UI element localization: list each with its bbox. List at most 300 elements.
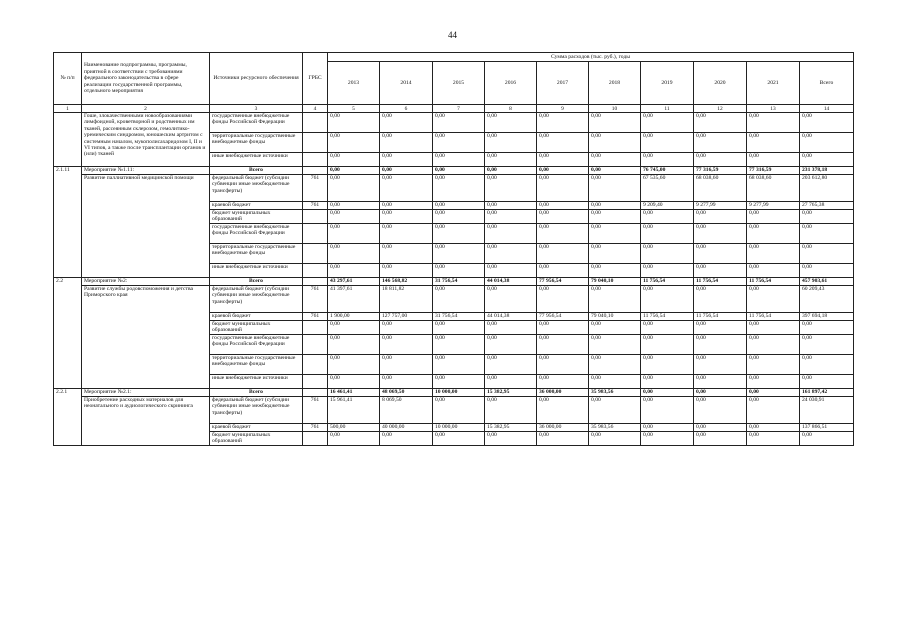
value-cell: 0,00 [589, 113, 641, 133]
table-body [54, 113, 854, 446]
item-number: 2.2 [54, 278, 82, 389]
table-header [54, 53, 854, 113]
header-sum: Сумма расходов (тыс. руб.), годы [328, 53, 854, 62]
grbs-cell [303, 321, 328, 335]
grbs-cell: 761 [303, 175, 328, 202]
total-value: 79 040,10 [589, 278, 641, 286]
value-cell: 10 000,00 [433, 424, 485, 432]
grbs-cell [303, 389, 328, 397]
value-cell: 79 040,10 [589, 313, 641, 321]
value-cell: 0,00 [694, 286, 747, 313]
header-col-number: 6 [380, 105, 433, 113]
value-cell: 11 756,54 [641, 313, 694, 321]
header-col-number: 12 [694, 105, 747, 113]
item-number: 2.1.11 [54, 167, 82, 278]
value-cell: 0,00 [641, 432, 694, 446]
grbs-cell [303, 432, 328, 446]
item-title: Мероприятие №2.1: [82, 389, 210, 397]
header-year: 2018 [589, 62, 641, 105]
source-cell: государственные внебюджетные фонды Российской Федерации [210, 335, 303, 355]
total-value: 77 316,59 [747, 167, 800, 175]
header-year: 2019 [641, 62, 694, 105]
source-cell: государственные внебюджетные фонды Российской Федерации [210, 113, 303, 133]
total-value: 10 000,00 [433, 389, 485, 397]
source-cell: территориальные государственные внебюджетные фонды [210, 355, 303, 375]
value-cell: 0,00 [433, 375, 485, 389]
value-cell: 0,00 [328, 375, 380, 389]
value-cell: 0,00 [485, 175, 537, 202]
value-cell: 0,00 [485, 202, 537, 210]
value-cell: 68 038,60 [694, 175, 747, 202]
value-cell: 0,00 [800, 264, 854, 278]
source-cell: бюджет муниципальных образований [210, 210, 303, 224]
header-grbs: ГРБС [303, 53, 328, 105]
value-cell: 0,00 [589, 175, 641, 202]
value-cell: 0,00 [589, 202, 641, 210]
value-cell: 0,00 [641, 335, 694, 355]
value-cell: 0,00 [694, 133, 747, 153]
total-label: Всего [210, 389, 303, 397]
value-cell: 0,00 [747, 335, 800, 355]
value-cell: 0,00 [589, 133, 641, 153]
value-cell: 0,00 [328, 432, 380, 446]
header-col-number: 11 [641, 105, 694, 113]
value-cell: 0,00 [589, 244, 641, 264]
value-cell: 0,00 [641, 224, 694, 244]
grbs-cell [303, 210, 328, 224]
value-cell: 0,00 [800, 432, 854, 446]
value-cell: 0,00 [694, 264, 747, 278]
total-value: 0,00 [328, 167, 380, 175]
header-year: 2017 [537, 62, 589, 105]
value-cell: 0,00 [328, 175, 380, 202]
value-cell: 0,00 [433, 133, 485, 153]
value-cell: 36 000,00 [537, 424, 589, 432]
value-cell: 0,00 [485, 375, 537, 389]
value-cell: 0,00 [380, 244, 433, 264]
value-cell: 0,00 [537, 210, 589, 224]
item-title: Мероприятие №1.11: [82, 167, 210, 175]
value-cell: 0,00 [328, 202, 380, 210]
header-year: 2021 [747, 62, 800, 105]
source-cell: иные внебюджетные источники [210, 375, 303, 389]
value-cell: 0,00 [537, 335, 589, 355]
value-cell: 0,00 [328, 133, 380, 153]
total-value: 77 956,54 [537, 278, 589, 286]
value-cell: 0,00 [537, 244, 589, 264]
source-cell: территориальные государственные внебюджетные фонды [210, 133, 303, 153]
value-cell: 127 757,00 [380, 313, 433, 321]
value-cell: 0,00 [694, 375, 747, 389]
grbs-cell [303, 224, 328, 244]
value-cell: 0,00 [641, 210, 694, 224]
value-cell: 0,00 [537, 375, 589, 389]
value-cell: 0,00 [328, 210, 380, 224]
value-cell: 0,00 [328, 264, 380, 278]
value-cell: 0,00 [589, 321, 641, 335]
value-cell: 0,00 [694, 355, 747, 375]
value-cell: 0,00 [328, 244, 380, 264]
value-cell: 0,00 [641, 113, 694, 133]
item-name: Гоше, злокачественными новообразованиями лимфоидной, кроветворной и родственных им тканей, рассеянным склерозом, гемолитико-уремическим синдромом, юношеским артритом с системным началом, мукополисахаридозом I, II и VI типов, а также после трансплантации органов и (или) тканей [82, 113, 210, 167]
total-value: 43 297,61 [328, 278, 380, 286]
total-value: 146 568,82 [380, 278, 433, 286]
grbs-cell [303, 375, 328, 389]
value-cell: 0,00 [380, 432, 433, 446]
value-cell: 0,00 [641, 424, 694, 432]
budget-table [53, 52, 854, 446]
value-cell: 0,00 [433, 355, 485, 375]
source-cell: иные внебюджетные источники [210, 264, 303, 278]
value-cell: 8 069,50 [380, 397, 433, 424]
value-cell: 0,00 [380, 335, 433, 355]
value-cell: 0,00 [694, 321, 747, 335]
value-cell: 0,00 [641, 375, 694, 389]
total-value: 0,00 [433, 167, 485, 175]
grbs-cell [303, 264, 328, 278]
value-cell: 0,00 [485, 264, 537, 278]
total-value: 0,00 [589, 167, 641, 175]
value-cell: 0,00 [433, 321, 485, 335]
table-row [54, 175, 854, 202]
value-cell: 0,00 [433, 286, 485, 313]
total-row [54, 389, 854, 397]
value-cell: 0,00 [694, 335, 747, 355]
value-cell: 15 382,95 [485, 424, 537, 432]
source-cell: краевой бюджет [210, 424, 303, 432]
value-cell: 0,00 [800, 113, 854, 133]
value-cell: 15 961,41 [328, 397, 380, 424]
header-col-number: 4 [303, 105, 328, 113]
source-cell: федеральный бюджет (субсидии субвенции иные межбюджетные трансферты) [210, 175, 303, 202]
value-cell: 0,00 [380, 264, 433, 278]
value-cell: 0,00 [537, 153, 589, 167]
source-cell: федеральный бюджет (субсидии субвенции иные межбюджетные трансферты) [210, 286, 303, 313]
value-cell: 0,00 [537, 321, 589, 335]
value-cell: 68 038,60 [747, 175, 800, 202]
total-value: 11 756,54 [747, 278, 800, 286]
header-col-number: 3 [210, 105, 303, 113]
value-cell: 0,00 [433, 264, 485, 278]
value-cell: 0,00 [747, 424, 800, 432]
value-cell: 0,00 [380, 375, 433, 389]
grbs-cell [303, 153, 328, 167]
value-cell: 0,00 [485, 153, 537, 167]
value-cell: 0,00 [328, 355, 380, 375]
header-col-number: 8 [485, 105, 537, 113]
value-cell: 0,00 [641, 321, 694, 335]
value-cell: 0,00 [433, 335, 485, 355]
value-cell: 0,00 [328, 335, 380, 355]
total-value: 16 461,41 [328, 389, 380, 397]
value-cell: 0,00 [328, 224, 380, 244]
header-year: 2013 [328, 62, 380, 105]
grbs-cell [303, 133, 328, 153]
header-year: Всего [800, 62, 854, 105]
value-cell: 0,00 [747, 286, 800, 313]
value-cell: 0,00 [433, 210, 485, 224]
total-value: 0,00 [641, 389, 694, 397]
item-title: Мероприятие №2: [82, 278, 210, 286]
total-row [54, 167, 854, 175]
value-cell: 0,00 [485, 321, 537, 335]
value-cell: 0,00 [485, 397, 537, 424]
total-row [54, 278, 854, 286]
value-cell: 0,00 [589, 153, 641, 167]
item-name: Развитие службы родовспоможения и детства Приморского края [82, 286, 210, 389]
grbs-cell: 761 [303, 397, 328, 424]
value-cell: 0,00 [589, 355, 641, 375]
total-value: 11 756,54 [641, 278, 694, 286]
value-cell: 0,00 [485, 355, 537, 375]
value-cell: 0,00 [800, 321, 854, 335]
header-source: Источники ресурсного обеспечения [210, 53, 303, 105]
value-cell: 0,00 [537, 113, 589, 133]
total-value: 15 382,95 [485, 389, 537, 397]
header-col-number: 9 [537, 105, 589, 113]
grbs-cell [303, 335, 328, 355]
total-value: 0,00 [694, 389, 747, 397]
value-cell: 60 209,43 [800, 286, 854, 313]
value-cell: 0,00 [485, 133, 537, 153]
value-cell: 0,00 [485, 244, 537, 264]
header-name: Наименование подпрограммы, программы, приятной в соответствии с требованиями федерального законодательства в сфере реализации государственной программы, отдельного мероприятия [82, 53, 210, 105]
value-cell: 0,00 [747, 133, 800, 153]
total-value: 0,00 [485, 167, 537, 175]
value-cell: 9 209,40 [641, 202, 694, 210]
value-cell: 0,00 [747, 153, 800, 167]
value-cell: 0,00 [380, 133, 433, 153]
header-col-number: 5 [328, 105, 380, 113]
total-value: 231 378,18 [800, 167, 854, 175]
value-cell: 0,00 [747, 113, 800, 133]
value-cell: 0,00 [485, 210, 537, 224]
value-cell: 0,00 [485, 432, 537, 446]
value-cell: 0,00 [380, 355, 433, 375]
total-value: 11 756,54 [694, 278, 747, 286]
value-cell: 24 030,91 [800, 397, 854, 424]
value-cell: 0,00 [800, 244, 854, 264]
value-cell: 0,00 [694, 244, 747, 264]
value-cell: 0,00 [380, 202, 433, 210]
value-cell: 0,00 [537, 286, 589, 313]
value-cell: 0,00 [537, 175, 589, 202]
source-cell: бюджет муниципальных образований [210, 321, 303, 335]
header-year: 2016 [485, 62, 537, 105]
header-col-number: 14 [800, 105, 854, 113]
value-cell: 0,00 [537, 224, 589, 244]
value-cell: 0,00 [433, 175, 485, 202]
header-no: № п/п [54, 53, 82, 105]
value-cell: 0,00 [589, 210, 641, 224]
value-cell: 0,00 [747, 397, 800, 424]
value-cell: 0,00 [747, 321, 800, 335]
value-cell: 0,00 [380, 210, 433, 224]
total-value: 31 756,54 [433, 278, 485, 286]
source-cell: краевой бюджет [210, 313, 303, 321]
value-cell: 27 765,38 [800, 202, 854, 210]
value-cell: 0,00 [485, 113, 537, 133]
value-cell: 0,00 [641, 286, 694, 313]
value-cell: 0,00 [380, 321, 433, 335]
value-cell: 0,00 [433, 153, 485, 167]
header-col-number: 2 [82, 105, 210, 113]
table-row [54, 113, 854, 133]
value-cell: 0,00 [800, 224, 854, 244]
value-cell: 0,00 [433, 202, 485, 210]
grbs-cell: 761 [303, 202, 328, 210]
value-cell: 0,00 [800, 210, 854, 224]
value-cell: 0,00 [747, 355, 800, 375]
value-cell: 9 277,99 [694, 202, 747, 210]
source-cell: государственные внебюджетные фонды Российской Федерации [210, 224, 303, 244]
value-cell: 0,00 [694, 153, 747, 167]
value-cell: 0,00 [641, 397, 694, 424]
value-cell: 203 612,80 [800, 175, 854, 202]
value-cell: 0,00 [433, 432, 485, 446]
value-cell: 0,00 [747, 264, 800, 278]
item-number: 2.2.1 [54, 389, 82, 446]
value-cell: 0,00 [694, 210, 747, 224]
total-value: 0,00 [537, 167, 589, 175]
value-cell: 0,00 [747, 375, 800, 389]
value-cell: 77 956,54 [537, 313, 589, 321]
value-cell: 41 397,61 [328, 286, 380, 313]
item-number [54, 113, 82, 167]
grbs-cell [303, 244, 328, 264]
grbs-cell: 761 [303, 286, 328, 313]
value-cell: 0,00 [589, 286, 641, 313]
grbs-cell: 761 [303, 424, 328, 432]
value-cell: 0,00 [800, 355, 854, 375]
source-cell: бюджет муниципальных образований [210, 432, 303, 446]
value-cell: 0,00 [380, 175, 433, 202]
value-cell: 0,00 [380, 224, 433, 244]
value-cell: 0,00 [589, 264, 641, 278]
page-number: 44 [448, 30, 457, 40]
value-cell: 0,00 [747, 244, 800, 264]
value-cell: 0,00 [485, 286, 537, 313]
grbs-cell [303, 278, 328, 286]
grbs-cell [303, 167, 328, 175]
value-cell: 0,00 [433, 244, 485, 264]
value-cell: 0,00 [747, 224, 800, 244]
value-cell: 397 694,18 [800, 313, 854, 321]
value-cell: 11 756,54 [694, 313, 747, 321]
header-year: 2015 [433, 62, 485, 105]
total-label: Всего [210, 278, 303, 286]
value-cell: 0,00 [537, 264, 589, 278]
total-value: 44 014,38 [485, 278, 537, 286]
value-cell: 0,00 [747, 432, 800, 446]
header-numbers-row [54, 105, 854, 113]
table-row [54, 397, 854, 424]
value-cell: 35 983,56 [589, 424, 641, 432]
value-cell: 0,00 [641, 153, 694, 167]
value-cell: 0,00 [380, 113, 433, 133]
value-cell: 0,00 [589, 224, 641, 244]
value-cell: 0,00 [328, 113, 380, 133]
value-cell: 0,00 [800, 335, 854, 355]
header-col-number: 1 [54, 105, 82, 113]
value-cell: 0,00 [641, 244, 694, 264]
source-cell: федеральный бюджет (субсидии субвенции иные межбюджетные трансферты) [210, 397, 303, 424]
value-cell: 18 811,82 [380, 286, 433, 313]
value-cell: 0,00 [433, 113, 485, 133]
value-cell: 0,00 [537, 202, 589, 210]
total-value: 48 069,50 [380, 389, 433, 397]
value-cell: 137 866,51 [800, 424, 854, 432]
value-cell: 0,00 [589, 397, 641, 424]
value-cell: 0,00 [641, 355, 694, 375]
value-cell: 0,00 [641, 264, 694, 278]
source-cell: иные внебюджетные источники [210, 153, 303, 167]
value-cell: 0,00 [800, 133, 854, 153]
table-row [54, 286, 854, 313]
value-cell: 0,00 [694, 224, 747, 244]
value-cell: 0,00 [537, 432, 589, 446]
value-cell: 9 277,99 [747, 202, 800, 210]
header-year: 2020 [694, 62, 747, 105]
header-col-number: 13 [747, 105, 800, 113]
value-cell: 1 900,00 [328, 313, 380, 321]
grbs-cell [303, 113, 328, 133]
value-cell: 0,00 [537, 397, 589, 424]
total-value: 161 897,42 [800, 389, 854, 397]
total-value: 77 316,59 [694, 167, 747, 175]
header-year: 2014 [380, 62, 433, 105]
value-cell: 0,00 [485, 224, 537, 244]
value-cell: 0,00 [433, 397, 485, 424]
value-cell: 0,00 [589, 375, 641, 389]
total-value: 0,00 [747, 389, 800, 397]
source-cell: территориальные государственные внебюджетные фонды [210, 244, 303, 264]
value-cell: 0,00 [641, 133, 694, 153]
value-cell: 0,00 [328, 153, 380, 167]
grbs-cell [303, 355, 328, 375]
value-cell: 0,00 [589, 432, 641, 446]
header-col-number: 10 [589, 105, 641, 113]
total-value: 36 000,00 [537, 389, 589, 397]
value-cell: 31 756,54 [433, 313, 485, 321]
total-value: 0,00 [380, 167, 433, 175]
value-cell: 0,00 [747, 210, 800, 224]
total-label: Всего [210, 167, 303, 175]
value-cell: 500,00 [328, 424, 380, 432]
value-cell: 0,00 [694, 113, 747, 133]
value-cell: 0,00 [694, 397, 747, 424]
source-cell: краевой бюджет [210, 202, 303, 210]
item-name: Приобретение расходных материалов для неонатального и аудиологического скрининга [82, 397, 210, 446]
value-cell: 0,00 [800, 153, 854, 167]
item-name: Развитие паллиативной медицинской помощи [82, 175, 210, 278]
grbs-cell: 761 [303, 313, 328, 321]
total-value: 76 745,00 [641, 167, 694, 175]
value-cell: 0,00 [537, 133, 589, 153]
value-cell: 0,00 [328, 321, 380, 335]
value-cell: 0,00 [589, 335, 641, 355]
value-cell: 40 000,00 [380, 424, 433, 432]
value-cell: 11 756,54 [747, 313, 800, 321]
total-value: 457 903,61 [800, 278, 854, 286]
value-cell: 67 535,60 [641, 175, 694, 202]
value-cell: 0,00 [800, 375, 854, 389]
value-cell: 0,00 [694, 424, 747, 432]
value-cell: 0,00 [537, 355, 589, 375]
total-value: 35 983,56 [589, 389, 641, 397]
header-col-number: 7 [433, 105, 485, 113]
value-cell: 0,00 [380, 153, 433, 167]
